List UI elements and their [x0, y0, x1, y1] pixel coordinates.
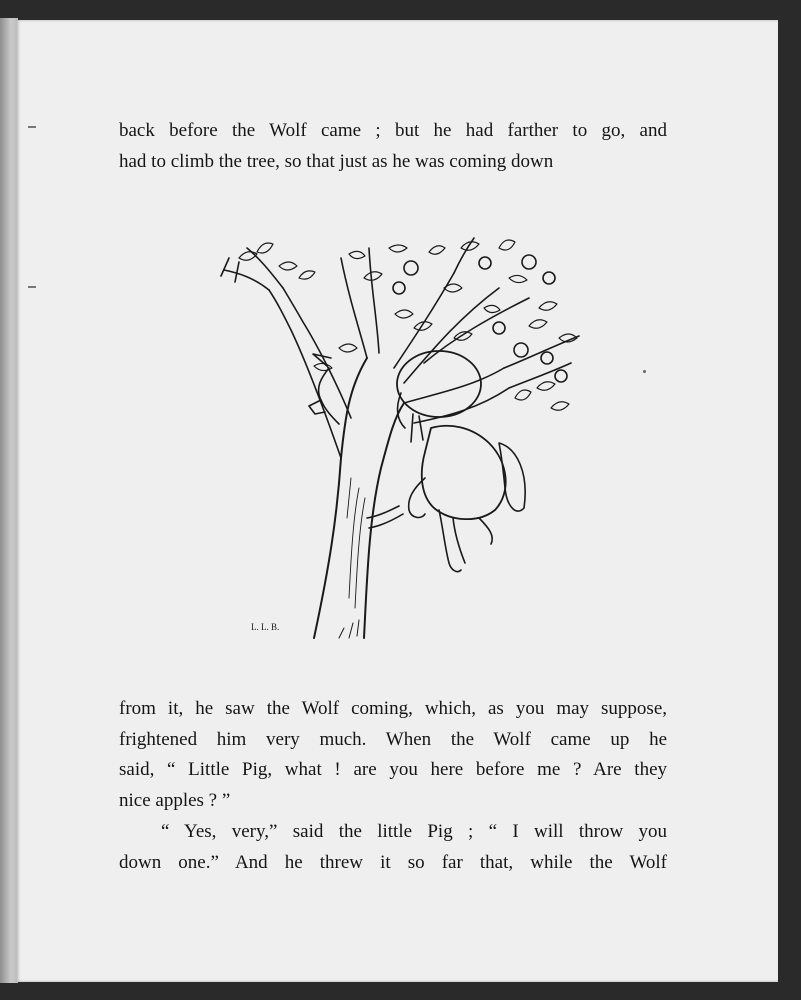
- text-line: had to climb the tree, so that just as he was coming down: [119, 150, 554, 172]
- text-line: “ Yes, very,” said the little Pig ; “ I will throw you: [161, 821, 667, 842]
- page-speck: [643, 370, 646, 373]
- text-line: frightened him very much. When the Wolf came up he: [119, 728, 667, 750]
- text-line: from it, he saw the Wolf coming, which, as you may suppose,: [119, 698, 667, 719]
- bottom-paragraph-2: [119, 817, 667, 878]
- text-line: back before the Wolf came ; but he had farther to go, and: [119, 120, 667, 141]
- illustrator-signature: L. L. B.: [251, 622, 280, 632]
- pig-in-apple-tree-illustration: [199, 218, 599, 650]
- top-paragraph: [119, 116, 667, 177]
- binding-stitch: [28, 286, 36, 288]
- binding-stitch: [28, 126, 36, 128]
- text-line: down one.” And he threw it so far that, while the Wolf: [119, 851, 667, 873]
- book-page: [16, 20, 778, 982]
- text-line: said, “ Little Pig, what ! are you here before me ? Are they: [119, 759, 667, 780]
- bottom-paragraph-1: [119, 694, 667, 816]
- text-line: nice apples ? ”: [119, 789, 231, 811]
